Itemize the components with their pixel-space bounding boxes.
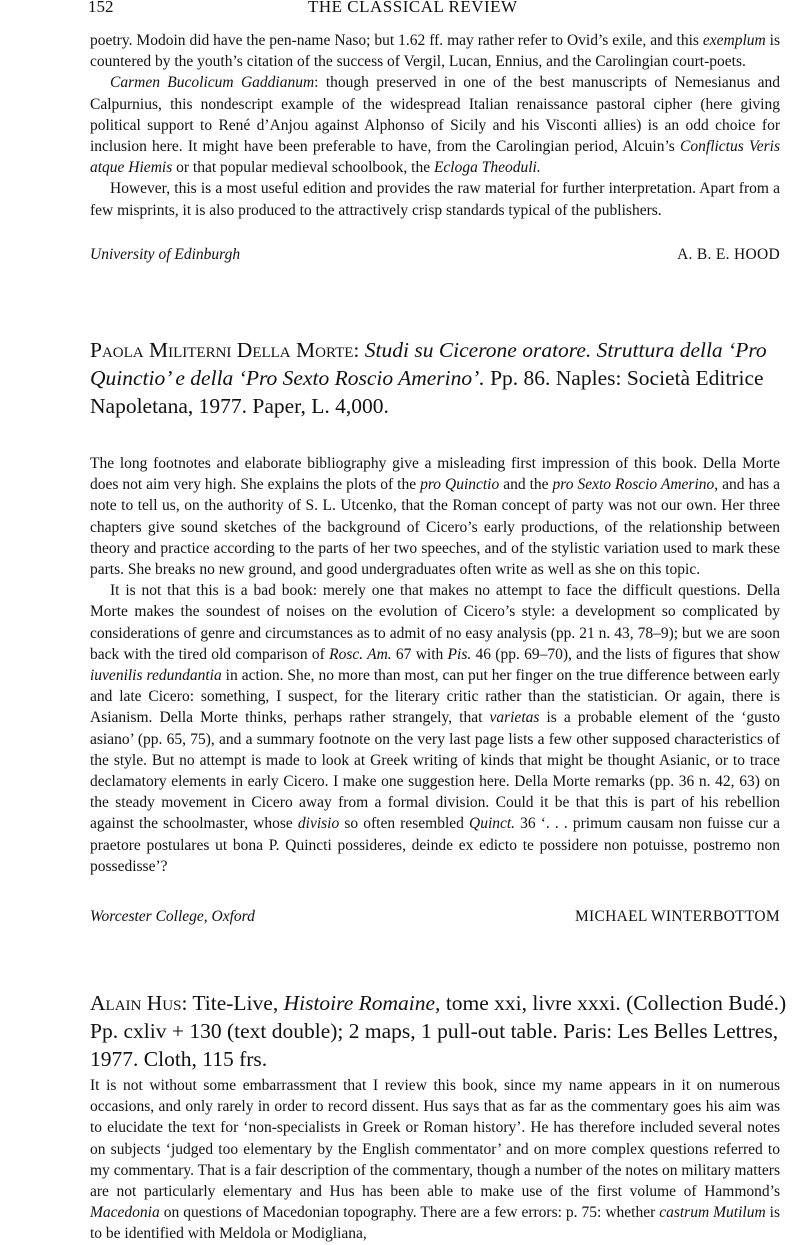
reviewer-institution: University of Edinburgh xyxy=(90,246,241,263)
text-run: : though preserved in one of the best manuscripts of Nemesianus and Calpurnius, this nondescript example of the widespread Italian renaissance pastoral cipher (here giving political support to René d’Anjou against Alphonso of Sicily and his Visconti allies) is an odd choice for inclusion here. It might have been preferable to have, from the Carolingian period, Alcuin’s xyxy=(90,74,780,156)
italic-run: varietas xyxy=(489,709,540,727)
text-run: , and has a note to tell us, on the authority of S. L. Utcenko, that the Roman concept of party was not our own. Her three chapters give sound sketches of the background of Cicero’s early productions, of the relationship between theory and practice according to the parts of her two speeches, and of the stylistic variation used to mark these parts. She breaks no new ground, and good undergraduates often write as well as she on this topic. xyxy=(90,476,781,579)
text-run: so often resembled xyxy=(339,815,469,833)
italic-run: Studi su Cicerone oratore. Struttura della ‘Pro Quinctio’ e della ‘Pro Sexto Roscio Amerino’. xyxy=(90,338,767,390)
author-name: Paola Militerni Della Morte xyxy=(90,338,354,362)
text-run: However, this is a most useful edition and provides the raw material for further interpretation. Apart from a few misprints, it is also produced to the attractively crisp standards typical of the publishers. xyxy=(90,180,780,219)
text-run: tome xxi, livre xxxi. (Collection Budé.) Pp. cxliv + 130 (text double); 2 maps, 1 pull-out table. Paris: Les Belles Lettres, 1977. Cloth, 115 frs. xyxy=(90,991,787,1071)
italic-run: pro Quinctio xyxy=(420,476,500,494)
page-number: 152 xyxy=(88,0,114,16)
text-run: Pp. 86. Naples: Società Editrice Napoletana, 1977. Paper, L. 4,000. xyxy=(90,366,764,418)
review2-signature xyxy=(90,908,780,930)
review1-paragraph xyxy=(90,72,780,178)
text-run: 46 (pp. 69–70), and the lists of figures that show xyxy=(471,645,781,663)
italic-run: iuvenilis redundantia xyxy=(90,667,222,685)
text-run: It is not without some embarrassment that I review this book, since my name appears in it on numerous occasions, and only rarely in order to record dissent. Hus says that as far as the commentary goes his aim was to elucidate the text for ‘non-specialists in Greek or Roman history’. He has therefore included several notes on subjects ‘judged too elementary by the English commentator’ and on more complex questions referred to my commentary. That is a fair description of the commentary, though a number of the notes on military matters are not particularly elementary and Hus has been able to make use of the first volume of Hammond’s xyxy=(90,1077,780,1201)
italic-run: castrum Mutilum xyxy=(659,1204,766,1222)
text-run: on questions of Macedonian topography. There are a few errors: p. 75: whether xyxy=(159,1204,660,1222)
review1-paragraph xyxy=(90,30,780,72)
review3-heading xyxy=(90,989,790,1073)
text-run: The long footnotes and elaborate bibliography give a misleading first impression of this book. Della Morte does not aim very high. She explains the plots of the xyxy=(90,455,780,494)
text-run: is to be identified with Meldola or Modigliana, xyxy=(90,1204,780,1243)
review1-paragraph xyxy=(90,178,780,220)
italic-run: divisio xyxy=(297,815,340,833)
running-header xyxy=(88,0,778,22)
italic-run: Histoire Romaine, xyxy=(283,991,441,1015)
review1-signature xyxy=(90,246,780,268)
reviewer-institution: Worcester College, Oxford xyxy=(90,908,255,925)
italic-run: Pis. xyxy=(447,645,472,663)
review3-body xyxy=(90,1075,780,1245)
text-run: : xyxy=(353,338,365,362)
italic-run: Rosc. Am. xyxy=(329,645,392,663)
review2-paragraph xyxy=(90,580,780,877)
running-title: THE CLASSICAL REVIEW xyxy=(308,0,518,16)
text-run: is countered by the youth’s citation of the success of Vergil, Lucan, Ennius, and the Carolingian court-poets. xyxy=(90,32,780,71)
reviewer-name: MICHAEL WINTERBOTTOM xyxy=(574,908,780,925)
text-run: in action. She, no more than most, can put her finger on the true difference between early and late Cicero: something, I suspect, for the literary critic rather than the statistician. Or again, there is Asianism. Della Morte thinks, perhaps rather strangely, that xyxy=(90,667,781,727)
italic-run: Carmen Bucolicum Gaddianum xyxy=(110,74,315,92)
italic-run: Ecloga Theoduli. xyxy=(433,159,541,177)
review1-body xyxy=(90,30,780,221)
italic-run: Conflictus Veris atque Hiemis xyxy=(90,138,780,177)
text-run: poetry. Modoin did have the pen-name Naso; but 1.62 ff. may rather refer to Ovid’s exile, and this xyxy=(90,32,703,49)
review2-heading xyxy=(90,336,790,420)
review3-paragraph xyxy=(90,1075,780,1245)
text-run: is a probable element of the ‘gusto asiano’ (pp. 65, 75), and a summary footnote on the very last page lists a few other supposed characteristics of the style. But no attempt is made to look at Greek writing of kinds that might be thought Asianic, or to trace declamatory elements in early Cicero. I make one suggestion here. Della Morte remarks (pp. 36 n. 42, 63) on the steady movement in Cicero away from a formal division. Could it be that this is part of his rebellion against the schoolmaster, whose xyxy=(90,709,780,833)
review2-body xyxy=(90,453,780,877)
italic-run: Quinct. xyxy=(469,815,516,833)
text-run: or that popular medieval schoolbook, the xyxy=(172,159,434,177)
text-run: It is not that this is a bad book: merely one that makes no attempt to face the difficult questions. Della Morte makes the soundest of noises on the evolution of Cicero’s style: a development so complicated by considerations of genre and circumstances as to admit of no easy analysis (pp. 21 n. 43, 78–9); but we are soon back with the tired old comparison of xyxy=(90,582,780,663)
author-name: Alain Hus xyxy=(90,991,182,1015)
text-run: and the xyxy=(499,476,553,494)
italic-run: Macedonia xyxy=(90,1204,160,1222)
text-run: : Tite-Live, xyxy=(181,991,284,1015)
reviewer-name: A. B. E. HOOD xyxy=(677,246,780,263)
text-run: 67 with xyxy=(391,645,448,663)
review2-paragraph xyxy=(90,453,780,580)
text-run: 36 ‘. . . primum causam non fuisse cur a praetore postulares ut bona P. Quincti possideres, deinde ex edicto te possidere non potuisse, postremo non possedisse’? xyxy=(90,815,781,875)
italic-run: pro Sexto Roscio Amerino xyxy=(552,476,715,494)
italic-run: exemplum xyxy=(702,32,766,49)
